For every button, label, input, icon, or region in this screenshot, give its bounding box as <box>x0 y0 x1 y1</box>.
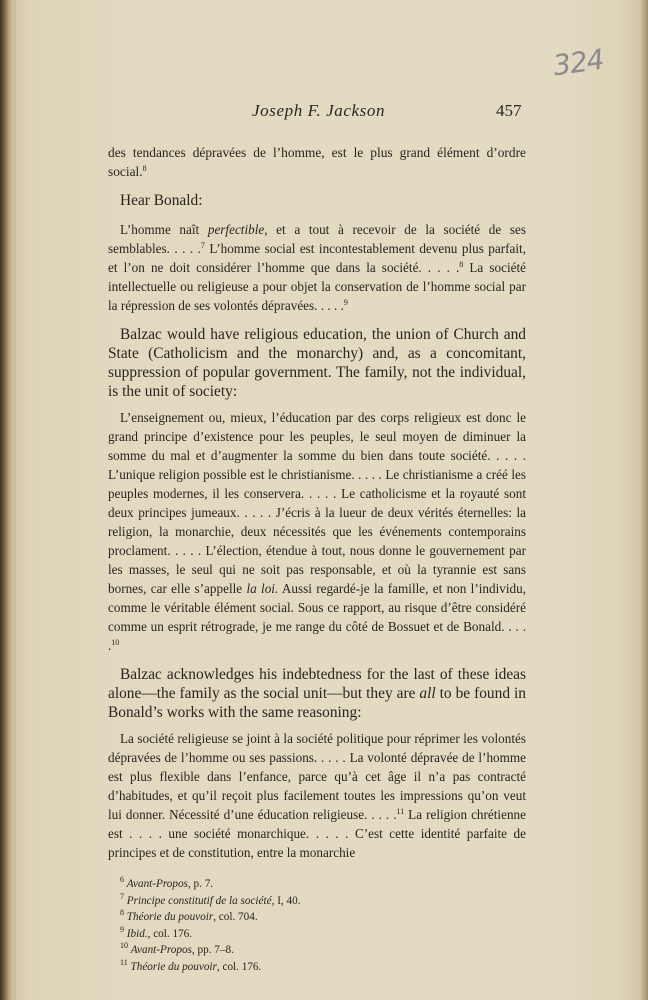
italic-text: perfectible <box>207 222 265 237</box>
text-run: La société intellectuelle ou religieuse a pour objet la conservation de l’homme social par la répression de ses volontés dépravées. . . . . <box>108 260 526 313</box>
footnote-number: 6 <box>120 875 124 884</box>
footnote-number: 10 <box>120 941 128 950</box>
paragraph-continued <box>108 143 526 181</box>
footnote-ref: 9 <box>343 298 348 307</box>
footnote-number: 9 <box>120 924 124 934</box>
footnote-ref: 8 <box>142 164 147 173</box>
text-run: , p. 7. <box>187 878 214 890</box>
text-run: Balzac would have religious education, the union of Church and State (Catholicism and the monarchy) and, as a concomitant, suppression of popular government. The family, not the individual, is the unit of society: <box>108 326 526 400</box>
footnote-number: 8 <box>120 908 124 917</box>
footnote-number: 11 <box>120 957 128 967</box>
handwritten-page-annotation: 324 <box>550 42 606 83</box>
text-run: La société religieuse se joint à la société politique pour réprimer les volontés dépravées de l’homme ou ses passions. . . . . La volonté dépravée de l’homme est plus flexible dans l’enfance, parce qu’à cet âge il n’a pas contracté d’habitudes, et qu’il reçoit plus facilement toutes les impressions qu’on veut lui donner. Nécessité d’une éducation religieuse. . . . . <box>108 731 526 822</box>
text-run: des tendances dépravées de l’homme, est le plus grand élément d’ordre social. <box>108 145 526 179</box>
italic-text: Avant-Propos <box>126 878 188 890</box>
text-column <box>108 143 526 975</box>
text-run: , et a tout à recevoir de la société de ses semblables. . . . . <box>108 222 526 256</box>
footnote <box>120 876 526 893</box>
text-run: to be found in Bonald’s works with the same reasoning: <box>108 685 526 721</box>
text-run: , col. 176. <box>216 960 262 973</box>
paragraph-balzac-education <box>108 325 526 401</box>
block-quote-societe-religieuse <box>108 729 526 862</box>
paragraph-balzac-indebtedness <box>108 665 526 722</box>
text-run: Hear Bonald: <box>120 192 203 209</box>
page-header <box>0 101 648 125</box>
text-run: La religion chrétienne est . . . . une société monarchique. . . . . C’est cette identité parfaite de principes et de constitution, entre la monarchie <box>108 807 526 860</box>
footnote-number: 7 <box>120 891 124 901</box>
footnote-ref: 10 <box>111 638 120 647</box>
italic-text: Ibid. <box>126 927 148 940</box>
footnote-ref: 7 <box>200 241 205 250</box>
block-quote-bonald <box>108 220 526 315</box>
text-run: , col. 176. <box>147 927 193 940</box>
footnote <box>120 926 526 943</box>
footnote-ref: 8 <box>459 260 464 269</box>
text-run: L’homme naît <box>120 222 208 237</box>
italic-text: Théorie du pouvoir <box>130 960 217 973</box>
footnote-ref: 11 <box>396 807 405 816</box>
italic-text: Principe constitutif de la société <box>126 894 272 907</box>
footnote <box>120 959 526 976</box>
block-quote-balzac <box>108 408 526 655</box>
page-number: 457 <box>496 101 522 120</box>
text-run: Aussi regardé-je la famille, et non l’individu, comme le véritable élément social. Sous ce rapport, au risque d’être considéré comme un esprit rétrograde, je me range du côté de Bossuet et de Bonald. . . . . <box>108 581 526 653</box>
italic-text: Avant-Propos <box>130 944 192 956</box>
footnote <box>120 909 526 926</box>
italic-text: la loi. <box>246 581 279 596</box>
footnotes <box>108 876 526 975</box>
binding-edge <box>14 0 16 1000</box>
text-run: , col. 704. <box>213 911 258 923</box>
text-run: , I, 40. <box>271 894 301 907</box>
italic-text: Théorie du pouvoir <box>126 911 214 923</box>
footnote <box>120 942 526 959</box>
paragraph-hear-bonald <box>108 191 526 210</box>
text-run: Balzac acknowledges his indebtedness for the last of these ideas alone—the family as the social unit—but they are <box>108 666 526 702</box>
italic-text: all <box>419 685 436 702</box>
text-run: L’enseignement ou, mieux, l’éducation par des corps religieux est donc le grand principe d’existence pour les peuples, le seul moyen de diminuer la somme du mal et d’augmenter la somme du bien dans toute société. . . . . L’unique religion possible est le christianisme. . . . . Le christianisme a créé les peuples modernes, il les conservera. . . . . Le catholicisme et la royauté sont deux principes jumeaux. . . . . J’écris à la lueur de deux vérités éternelles: la religion, la monarchie, deux nécessités que les événements contemporains proclament. . . . . L’élection, étendue à tout, nous donne le gouvernement par les masses, le seul qui ne soit pas responsable, et où la tyrannie est sans bornes, car elle s’appelle <box>108 410 526 596</box>
running-head: Joseph F. Jackson <box>252 101 386 120</box>
text-run: , pp. 7–8. <box>191 944 234 956</box>
text-run: L’homme social est incontestablement devenu plus parfait, et l’on ne doit considérer l’homme que dans la société. . . . . <box>108 241 526 275</box>
footnote <box>120 893 526 910</box>
